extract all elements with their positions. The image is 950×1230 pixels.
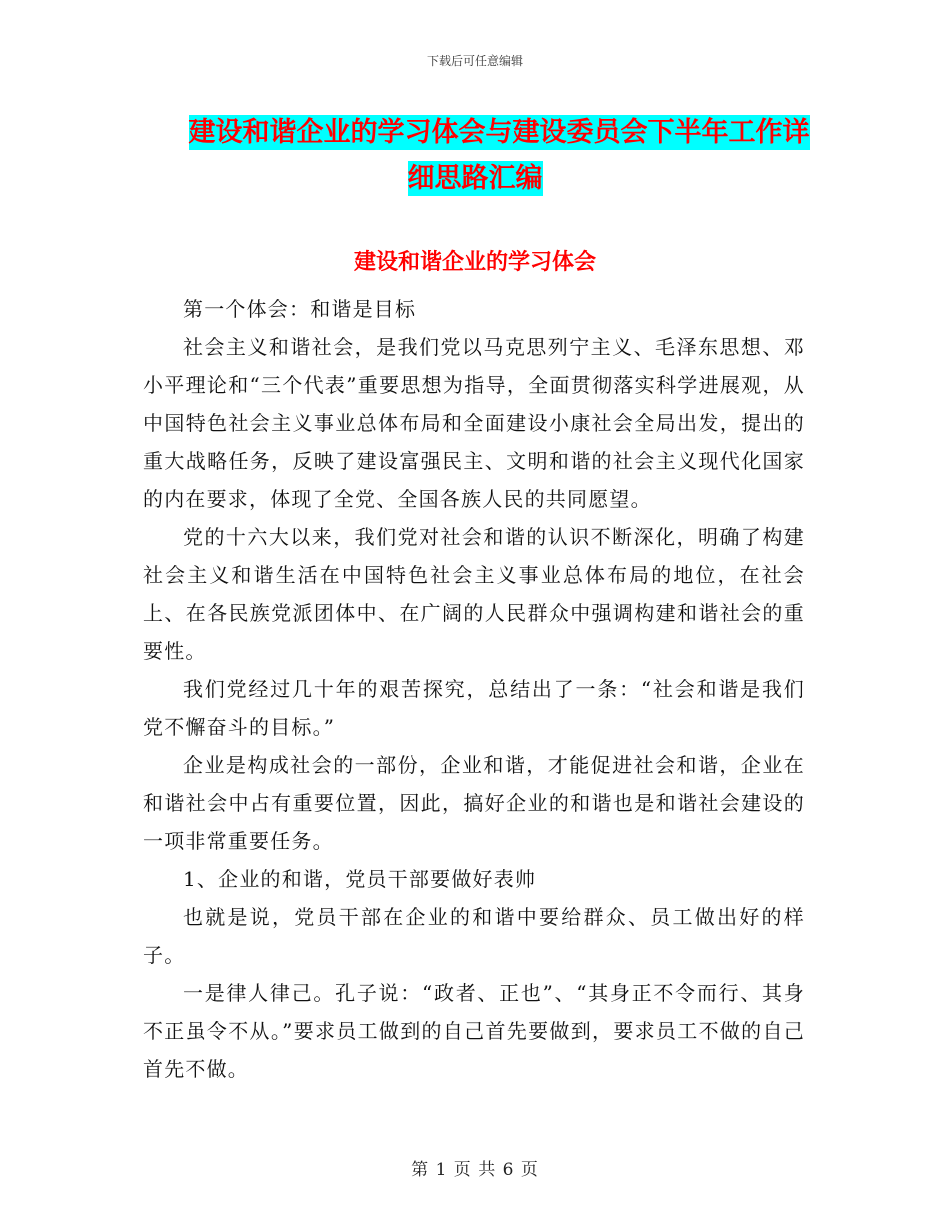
paragraph: 也就是说，党员干部在企业的和谐中要给群众、员工做出好的样子。 — [143, 905, 805, 967]
paragraph: 党的十六大以来，我们党对社会和谐的认识不断深化，明确了构建社会主义和谐生活在中国特色社会主义事业总体布局的地位，在社会上、在各民族党派团体中、在广阔的人民群众中强调构建和谐社会的重要性。 — [143, 525, 805, 663]
document-title-line-2 — [0, 156, 950, 202]
paragraph: 社会主义和谐社会，是我们党以马克思列宁主义、毛泽东思想、邓小平理论和“三个代表”重要思想为指导，全面贯彻落实科学进展观，从中国特色社会主义事业总体布局和全面建设小康社会全局出发，提出的重大战略任务，反映了建设富强民主、文明和谐的社会主义现代化国家的内在要求，体现了全党、全国各族人民的共同愿望。 — [143, 335, 805, 511]
paragraph-subheading: 1、企业的和谐，党员干部要做好表帅 — [183, 867, 537, 891]
title-highlight-1: 建设和谐企业的学习体会与建设委员会下半年工作详 — [188, 117, 810, 148]
paragraph: 企业是构成社会的一部份，企业和谐，才能促进社会和谐，企业在和谐社会中占有重要位置，因此，搞好企业的和谐也是和谐社会建设的一项非常重要任务。 — [143, 753, 805, 853]
page-footer: 第 1 页 共 6 页 — [411, 1160, 539, 1180]
body-text — [143, 290, 805, 1088]
document-title — [0, 110, 950, 202]
paragraph: 一是律人律己。孔子说：“政者、正也”、“其身正不令而行、其身不正虽令不从。”要求员工做到的自己首先要做到，要求员工不做的自己首先不做。 — [143, 981, 805, 1081]
document-title-line-1 — [0, 110, 950, 156]
page-header-note: 下载后可任意编辑 — [426, 54, 523, 68]
title-highlight-2: 细思路汇编 — [407, 163, 543, 194]
paragraph-heading: 第一个体会：和谐是目标 — [183, 297, 417, 321]
section-title: 建设和谐企业的学习体会 — [353, 250, 596, 275]
paragraph: 我们党经过几十年的艰苦探究，总结出了一条：“社会和谐是我们党不懈奋斗的目标。” — [143, 677, 805, 739]
